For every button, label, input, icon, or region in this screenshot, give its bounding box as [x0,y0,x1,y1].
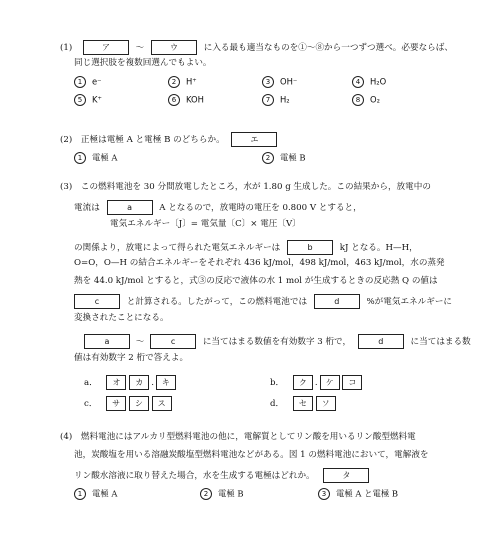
answer-row-d: d． セ ソ [270,396,336,411]
question-text: 値は有効数字 2 桁で答えよ。 [74,353,189,363]
question-text: この燃料電池を 30 分間放電したところ，水が 1.80 g 生成した。この結果から，放電中の [80,182,431,192]
question-text: 熱を 44.0 kJ/mol とすると，式③の反応で液体の水 1 mol が生成するときの反応熱 Q の値は [74,276,438,286]
answer-box: ス [152,396,172,411]
question-text: a 〜 c に当てはまる数値を有効数字 3 桁で， d に当てはまる数 [84,334,471,349]
answer-box: コ [342,375,362,390]
question-number: (3) [60,182,73,192]
answer-box: サ [106,396,126,411]
answer-box: シ [129,396,149,411]
answer-box: ソ [316,396,336,411]
answer-box: カ [129,375,149,390]
answer-box: c [150,334,196,349]
answer-box: キ [156,375,176,390]
answer-box: c [74,294,120,309]
question-number: (4) [60,432,73,442]
question-text: 正極は電極 A と電極 B のどちらか。 [80,135,225,145]
choice-option: 6 KOH [168,94,204,106]
choice-option: 8 O₂ [352,94,380,106]
answer-box: d [358,334,404,349]
choice-option: 1 電極 A [74,152,117,164]
choice-option: 3 OH⁻ [262,76,297,88]
answer-box: ア [83,40,129,55]
question-text: c と計算される。したがって，この燃料電池では d %が電気エネルギーに [74,294,452,309]
question-text: 同じ選択肢を複数回選んでもよい。 [74,58,212,68]
question-text: 電流は a A となるので，放電時の電圧を 0.800 V とすると， [74,200,362,215]
choice-option: 2 電極 B [200,488,244,500]
answer-row-b: b． ク . ケ コ [270,375,362,390]
choice-option: 1 e⁻ [74,76,102,88]
answer-box: d [314,294,360,309]
range-separator: 〜 [135,43,145,53]
question-text: 燃料電池にはアルカリ型燃料電池の他に，電解質としてリン酸を用いるリン酸型燃料電 [80,432,416,442]
question-text: に入る最も適当なものを①〜⑧から一つずつ選べ。必要ならば、 [203,43,453,53]
question-1-line1 [60,40,453,55]
answer-box: オ [106,375,126,390]
question-text: 変換されたことになる。 [74,313,169,323]
choice-option: 4 H₂O [352,76,386,88]
answer-box: a [84,334,130,349]
answer-box: タ [323,468,369,483]
question-number: (1) [60,43,73,53]
question-4-line1 [60,432,416,443]
choice-option: 3 電極 A と電極 B [318,488,398,500]
question-text: の関係より，放電によって得られた電気エネルギーは b kJ となる。H—H， [74,240,418,255]
question-number: (2) [60,135,73,145]
answer-box: a [107,200,153,215]
question-3-line1 [60,182,431,193]
choice-option: 7 H₂ [262,94,290,106]
answer-box: ク [293,375,313,390]
question-2-line1 [60,132,277,147]
answer-row-c: c． サ シ ス [84,396,172,411]
answer-box: b [287,240,333,255]
question-text: 池，炭酸塩を用いる溶融炭酸塩型燃料電池などがある。図 1 の燃料電池において，電解液を [74,450,429,460]
answer-box: ケ [320,375,340,390]
formula-text: 電気エネルギー〔J〕= 電気量〔C〕× 電圧〔V〕 [110,219,301,229]
answer-box: ウ [151,40,197,55]
answer-box: セ [293,396,313,411]
answer-row-a: a． オ カ . キ [84,375,176,390]
choice-option: 1 電極 A [74,488,117,500]
choice-option: 2 電極 B [262,152,306,164]
question-text: O=O，O—H の結合エネルギーをそれぞれ 436 kJ/mol，498 kJ/mol，463 kJ/mol，水の蒸発 [74,258,445,268]
choice-option: 5 K⁺ [74,94,102,106]
choice-option: 2 H⁺ [168,76,197,88]
answer-box: エ [231,132,277,147]
question-text: リン酸水溶液に取り替えた場合，水を生成する電極はどれか。 タ [74,468,369,483]
